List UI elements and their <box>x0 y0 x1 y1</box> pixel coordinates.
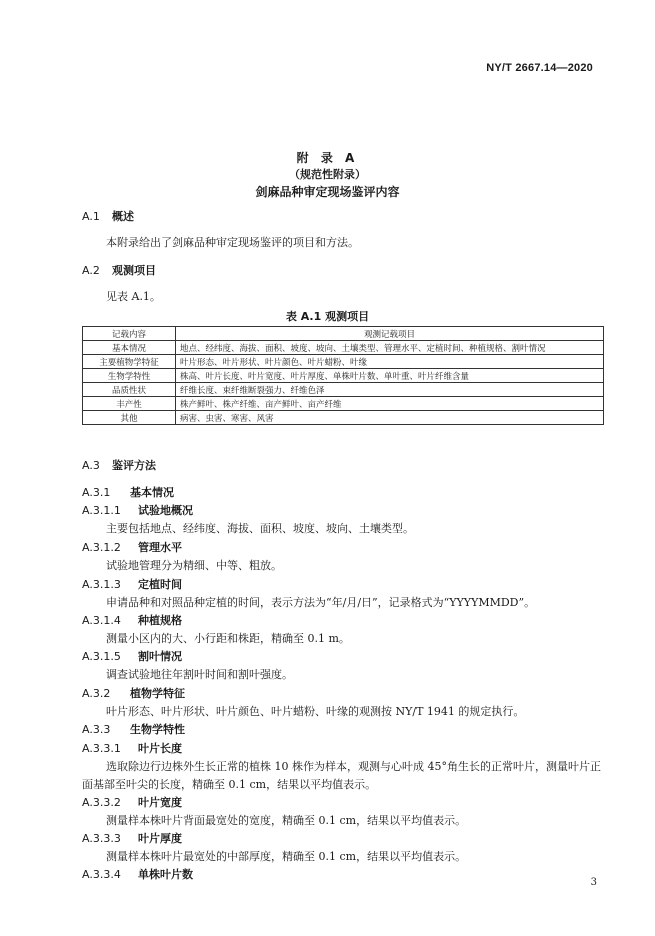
table-row <box>83 341 604 355</box>
section-heading-a315: A.3.1.5 割叶情况 <box>82 650 182 663</box>
section-heading-a311: A.3.1.1 试验地概况 <box>82 504 193 517</box>
section-text-a32: 叶片形态、叶片形状、叶片颜色、叶片蜡粉、叶缘的观测按 NY/T 1941 的规定执行。 <box>106 705 525 718</box>
section-text-a315: 调查试验地往年割叶时间和割叶强度。 <box>106 668 293 681</box>
section-text-a331-line1: 选取除边行边株外生长正常的植株 10 株作为样本，观测与心叶成 45°角生长的正常叶片，测量叶片正 <box>106 760 601 773</box>
table-cell: 纤维长度、束纤维断裂强力、纤维色泽 <box>176 383 604 397</box>
section-heading-a2: A.2 观测项目 <box>82 264 156 277</box>
table-row <box>83 411 604 425</box>
section-heading-a313: A.3.1.3 定植时间 <box>82 578 182 591</box>
table-row <box>83 383 604 397</box>
table-header-row <box>83 327 604 341</box>
table-cell: 基本情况 <box>83 341 176 355</box>
section-heading-a31: A.3.1 基本情况 <box>82 486 174 499</box>
table-header-cell: 记载内容 <box>83 327 176 341</box>
table-cell: 叶片形态、叶片形状、叶片颜色、叶片蜡粉、叶缘 <box>176 355 604 369</box>
section-text-a2: 见表 A.1。 <box>106 290 161 303</box>
table-cell: 丰产性 <box>83 397 176 411</box>
table-cell: 株产鲜叶、株产纤维、亩产鲜叶、亩产纤维 <box>176 397 604 411</box>
section-heading-a32: A.3.2 植物学特征 <box>82 687 185 700</box>
table-cell: 地点、经纬度、海拔、面积、坡度、坡向、土壤类型、管理水平、定植时间、种植规格、割叶情况 <box>176 341 604 355</box>
table-cell: 其他 <box>83 411 176 425</box>
table-header-cell: 观测记载项目 <box>176 327 604 341</box>
section-heading-a33: A.3.3 生物学特性 <box>82 723 185 736</box>
section-text-a311: 主要包括地点、经纬度、海拔、面积、坡度、坡向、土壤类型。 <box>106 522 414 535</box>
appendix-title: 附 录 A <box>296 151 359 165</box>
section-heading-a332: A.3.3.2 叶片宽度 <box>82 796 182 809</box>
table-cell: 病害、虫害、寒害、风害 <box>176 411 604 425</box>
section-text-a313: 申请品种和对照品种定植的时间，表示方法为“年/月/日”，记录格式为“YYYYMMDD”。 <box>106 596 536 609</box>
table-row <box>83 369 604 383</box>
table-caption: 表 A.1 观测项目 <box>285 310 370 323</box>
appendix-name: 剑麻品种审定现场鉴评内容 <box>255 185 400 199</box>
section-heading-a333: A.3.3.3 叶片厚度 <box>82 832 182 845</box>
table-cell: 主要植物学特征 <box>83 355 176 369</box>
observation-table <box>82 326 604 425</box>
section-heading-a3: A.3 鉴评方法 <box>82 459 156 472</box>
section-text-a332: 测量样本株叶片背面最宽处的宽度，精确至 0.1 cm，结果以平均值表示。 <box>106 814 467 827</box>
section-heading-a1: A.1 概述 <box>82 210 134 223</box>
section-text-a314: 测量小区内的大、小行距和株距，精确至 0.1 m。 <box>106 632 350 645</box>
table-cell: 生物学特性 <box>83 369 176 383</box>
section-text-a1: 本附录给出了剑麻品种审定现场鉴评的项目和方法。 <box>106 236 359 249</box>
standard-code: NY/T 2667.14—2020 <box>486 62 593 74</box>
appendix-type: （规范性附录） <box>289 168 366 181</box>
section-heading-a331: A.3.3.1 叶片长度 <box>82 742 182 755</box>
section-text-a312: 试验地管理分为精细、中等、粗放。 <box>106 559 282 572</box>
table-row <box>83 355 604 369</box>
section-heading-a314: A.3.1.4 种植规格 <box>82 614 182 627</box>
section-text-a333: 测量样本株叶片最宽处的中部厚度，精确至 0.1 cm，结果以平均值表示。 <box>106 850 467 863</box>
table-cell: 株高、叶片长度、叶片宽度、叶片厚度、单株叶片数、单叶重、叶片纤维含量 <box>176 369 604 383</box>
table-row <box>83 397 604 411</box>
section-heading-a334: A.3.3.4 单株叶片数 <box>82 868 193 881</box>
table-cell: 品质性状 <box>83 383 176 397</box>
page-number: 3 <box>590 877 597 888</box>
section-heading-a312: A.3.1.2 管理水平 <box>82 541 182 554</box>
section-text-a331-line2: 面基部至叶尖的长度，精确至 0.1 cm，结果以平均值表示。 <box>82 778 377 791</box>
